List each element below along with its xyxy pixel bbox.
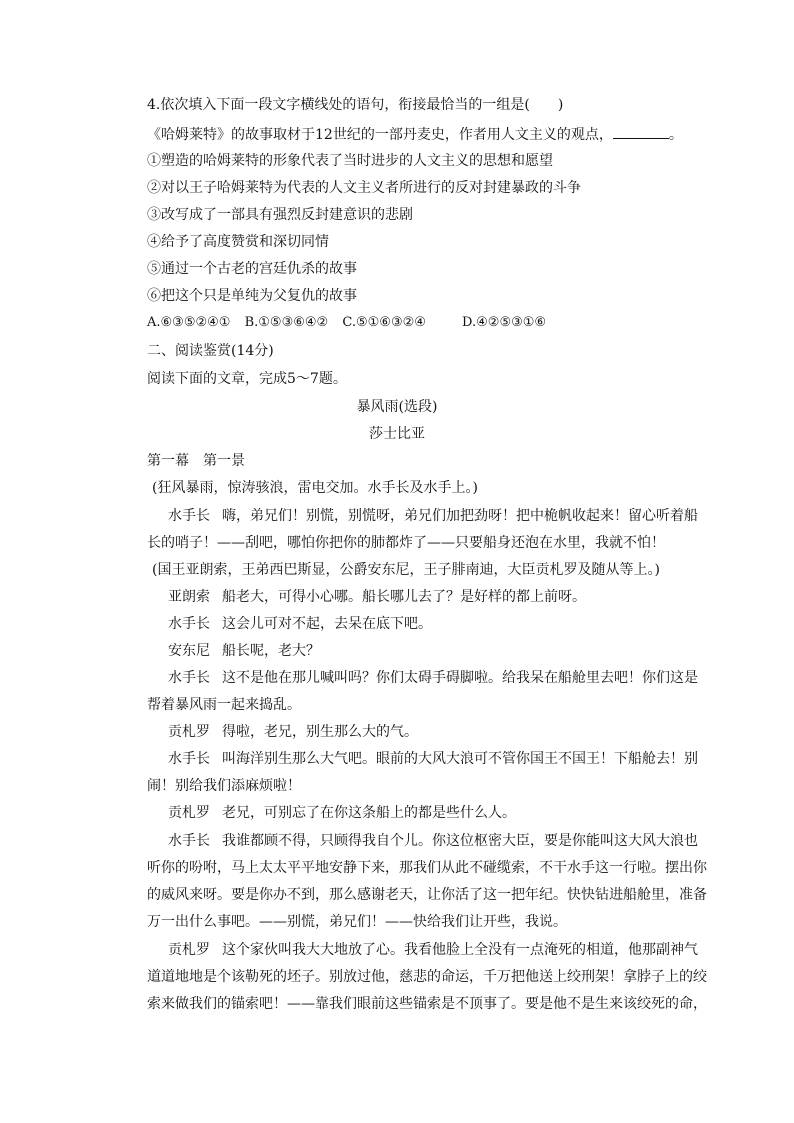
item-1: ①塑造的哈姆莱特的形象代表了当时进步的人文主义的思想和愿望 bbox=[147, 153, 553, 169]
dialogue-line-10-cont-1: 道道地地是个该勒死的坯子。别放过他，慈悲的命运，千万把他送上绞刑架！拿脖子上的绞 bbox=[147, 969, 707, 985]
section2-heading: 二、阅读鉴赏(14分) bbox=[147, 343, 274, 359]
dialogue-line-5 bbox=[168, 668, 708, 688]
reading-instruction: 阅读下面的文章，完成5～7题。 bbox=[147, 371, 347, 387]
item-2: ②对以王子哈姆莱特为代表的人文主义者所进行的反对封建暴政的斗争 bbox=[147, 180, 581, 196]
speech-5: 这不是他在那儿喊叫吗？你们太碍手碍脚啦。给我呆在船舱里去吧！你们这是 bbox=[222, 670, 698, 686]
speech-1: 嗨，弟兄们！别慌，别慌呀，弟兄们加把劲呀！把中桅帆收起来！留心听着船 bbox=[222, 508, 698, 524]
option-a: A.⑥③⑤②④① bbox=[147, 315, 231, 330]
option-c: C.⑤①⑥③②④ bbox=[342, 315, 426, 330]
speaker-2: 亚朗索 bbox=[168, 589, 210, 605]
speaker-1: 水手长 bbox=[168, 508, 210, 524]
speech-9: 我谁都顾不得，只顾得我自个儿。你这位枢密大臣，要是你能叫这大风大浪也 bbox=[222, 833, 698, 849]
speech-8: 老兄，可别忘了在你这条船上的都是些什么人。 bbox=[222, 805, 516, 821]
dialogue-line-7-cont: 闹！别给我们添麻烦啦！ bbox=[147, 778, 301, 794]
dialogue-line-4 bbox=[168, 641, 708, 661]
speaker-6: 贡札罗 bbox=[168, 724, 210, 740]
speech-7: 叫海洋别生那么大气吧。眼前的大风大浪可不管你国王不国王！下船舱去！别 bbox=[222, 751, 698, 767]
passage-end: 。 bbox=[668, 127, 683, 143]
speaker-9: 水手长 bbox=[168, 833, 210, 849]
scene-heading: 第一幕 第一景 bbox=[147, 453, 245, 469]
speech-4: 船长呢，老大？ bbox=[222, 643, 320, 659]
speaker-7: 水手长 bbox=[168, 751, 210, 767]
speech-3: 这会儿可对不起，去呆在底下吧。 bbox=[222, 616, 432, 632]
speech-10: 这个家伙叫我大大地放了心。我看他脸上全没有一点淹死的相道，他那副神气 bbox=[222, 942, 698, 958]
dialogue-line-9-cont-2: 的威风来呀。要是你办不到，那么感谢老天，让你活了这一把年纪。快快钻进船舱里，准备 bbox=[147, 887, 707, 903]
speaker-3: 水手长 bbox=[168, 616, 210, 632]
options-row bbox=[147, 313, 687, 333]
speaker-4: 安东尼 bbox=[168, 643, 210, 659]
stage-direction-1: (狂风暴雨，惊涛骇浪，雷电交加。水手长及水手上。) bbox=[152, 480, 478, 496]
dialogue-line-9-cont-1: 听你的吩咐，马上太太平平地安静下来，那我们从此不碰缆索，不干水手这一行啦。摆出你 bbox=[147, 860, 707, 876]
dialogue-line-5-cont: 帮着暴风雨一起来捣乱。 bbox=[147, 697, 301, 713]
speaker-8: 贡札罗 bbox=[168, 805, 210, 821]
speech-6: 得啦，老兄，别生那么大的气。 bbox=[222, 724, 418, 740]
item-6: ⑥把这个只是单纯为父复仇的故事 bbox=[147, 288, 357, 304]
dialogue-line-10-cont-2: 索来做我们的锚索吧！——靠我们眼前这些锚索是不顶事了。要是他不是生来该绞死的命， bbox=[147, 996, 707, 1012]
question4-passage bbox=[147, 125, 687, 145]
dialogue-line-1-cont: 长的哨子！——刮吧，哪怕你把你的肺都炸了——只要船身还泡在水里，我就不怕！ bbox=[147, 535, 665, 551]
speaker-10: 贡札罗 bbox=[168, 942, 210, 958]
option-b: B.①⑤③⑥④② bbox=[244, 315, 329, 330]
dialogue-line-10 bbox=[168, 940, 708, 960]
dialogue-line-6 bbox=[168, 722, 708, 742]
dialogue-line-3 bbox=[168, 614, 708, 634]
speaker-5: 水手长 bbox=[168, 670, 210, 686]
dialogue-line-9-cont-3: 万一出什么事吧。——别慌，弟兄们！——快给我们让开些，我说。 bbox=[147, 914, 567, 930]
question4-stem: 4.依次填入下面一段文字横线处的语句，衔接最恰当的一组是( ) bbox=[147, 97, 564, 113]
item-5: ⑤通过一个古老的宫廷仇杀的故事 bbox=[147, 261, 357, 277]
passage-text: 《哈姆莱特》的故事取材于12世纪的一部丹麦史，作者用人文主义的观点， bbox=[147, 127, 613, 143]
dialogue-line-2 bbox=[168, 587, 708, 607]
speech-2: 船老大，可得小心哪。船长哪儿去了？是好样的都上前呀。 bbox=[222, 589, 586, 605]
dialogue-line-1 bbox=[168, 506, 708, 526]
passage-author: 莎士比亚 bbox=[369, 426, 425, 442]
passage-title: 暴风雨(选段) bbox=[356, 399, 438, 415]
answer-blank bbox=[613, 126, 669, 139]
item-4: ④给予了高度赞赏和深切同情 bbox=[147, 234, 329, 250]
dialogue-line-7 bbox=[168, 749, 708, 769]
dialogue-line-9 bbox=[168, 831, 708, 851]
item-3: ③改写成了一部具有强烈反封建意识的悲剧 bbox=[147, 207, 413, 223]
dialogue-line-8 bbox=[168, 803, 708, 823]
option-d: D.④②⑤③①⑥ bbox=[462, 315, 547, 330]
stage-direction-2: (国王亚朗索，王弟西巴斯显，公爵安东尼，王子腓南迪，大臣贡札罗及随从等上。) bbox=[152, 562, 660, 578]
